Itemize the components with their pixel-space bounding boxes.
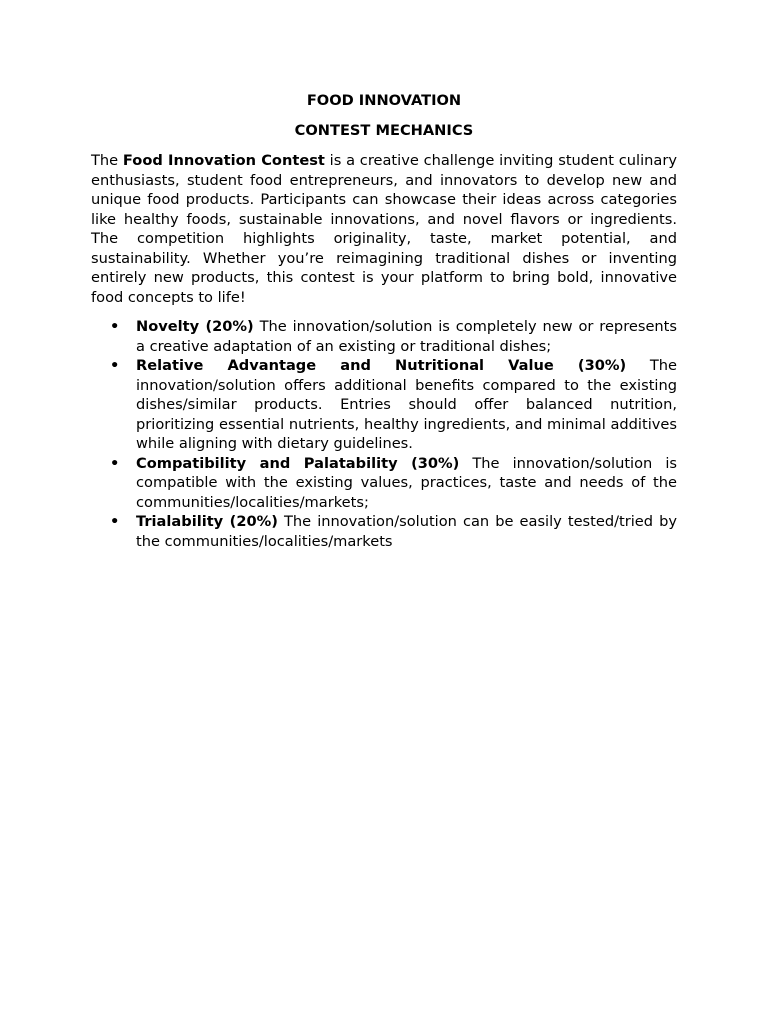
- document-subtitle: CONTEST MECHANICS: [294, 122, 474, 139]
- criterion-name: Relative Advantage and Nutritional Value (30%): [136, 357, 627, 374]
- criterion-name: Trialability (20%): [136, 513, 278, 530]
- criterion-description: The innovation/solution can be easily tested/tried by the communities/localities/markets: [136, 513, 677, 550]
- bullet-icon: •: [110, 318, 120, 335]
- criterion-trialability: [91, 512, 677, 551]
- criterion-description: The innovation/solution is completely new or represents a creative adaptation of an existing or traditional dishes;: [136, 318, 678, 355]
- intro-body: is a creative challenge inviting student culinary enthusiasts, student food entrepreneurs, and innovators to develop new and unique food products. Participants can showcase their ideas across categories like healthy foods, sustainable innovations, and novel flavors or ingredients. The competition highlights originality, taste, market potential, and sustainability. Whether you’re reimagining traditional dishes or inventing entirely new products, this contest is your platform to bring bold, innovative food concepts to life!: [91, 152, 677, 306]
- criteria-list: [91, 317, 677, 551]
- bullet-icon: •: [110, 513, 120, 530]
- criterion-description: The innovation/solution offers additional benefits compared to the existing dishes/similar products. Entries should offer balanced nutrition, prioritizing essential nutrients, healthy ingredients, and minimal additives while aligning with dietary guidelines.: [136, 357, 677, 452]
- bullet-icon: •: [110, 454, 120, 472]
- criterion-relative-advantage: [91, 356, 677, 454]
- intro-lead: The: [91, 152, 123, 169]
- criterion-description: The innovation/solution is compatible with the existing values, practices, taste and needs of the communities/localities/markets;: [136, 454, 677, 511]
- intro-paragraph: [91, 151, 677, 307]
- criterion-name: Compatibility and Palatability (30%): [136, 454, 460, 472]
- contest-name: Food Innovation Contest: [122, 152, 325, 169]
- criterion-name: Novelty (20%): [136, 318, 254, 335]
- criterion-compatibility: [91, 454, 677, 513]
- bullet-icon: •: [110, 357, 120, 374]
- document-title: FOOD INNOVATION: [306, 92, 462, 109]
- criterion-novelty: [91, 317, 677, 356]
- document-page: [91, 91, 677, 551]
